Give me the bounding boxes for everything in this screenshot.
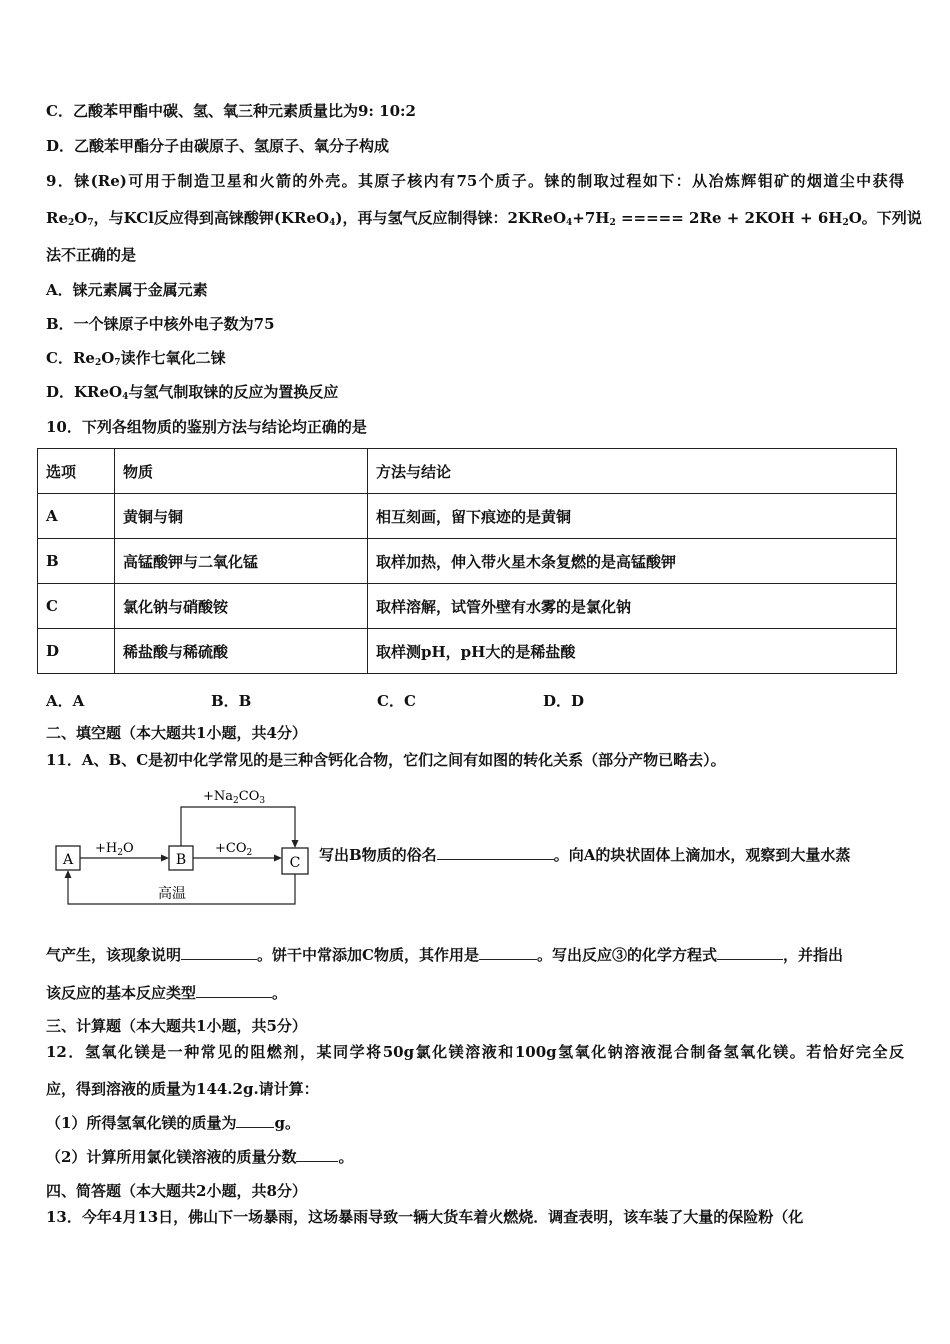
q11-line3: 该反应的基本反应类型 。 [46,984,288,1002]
section-short-answer: 四、简答题（本大题共2小题，共8分） [46,1182,307,1200]
answer-option-c: C．C [377,692,416,710]
label-co2: $+CO_2$ [215,841,253,858]
arrowhead-icon [274,855,282,862]
q13-line1: 13．今年4月13日，佛山下一场暴雨，这场暴雨导致一辆大货车着火燃烧．调查表明，该车装了大量的保险粉（化 [46,1208,804,1226]
q12-part1: （1）所得氢氧化镁的质量为 g。 [46,1114,300,1132]
label-h2o: $+H_2O$ [95,841,134,858]
table-row [38,584,897,629]
table-cell: 氯化钠与硝酸铵 [115,584,368,629]
answer-blank[interactable] [717,945,783,960]
answer-blank[interactable] [236,1113,274,1128]
answer-blank[interactable] [196,983,272,998]
answer-blank[interactable] [437,845,554,860]
table-header: 方法与结论 [368,449,897,494]
label-na2co3: $+Na_2CO_3$ [203,789,266,806]
q9-option-d: D．KReO$_4$与氢气制取铼的反应为置换反应 [46,383,339,402]
answer-blank[interactable] [296,1147,338,1162]
arrowhead-icon [292,840,299,848]
q12-part2: （2）计算所用氯化镁溶液的质量分数 。 [46,1148,354,1166]
q9-line2: $Re_2O_7$，与KCl反应得到高铼酸钾(KReO$_4$)，再与氢气反应制得铼：$2KReO_4+7H_2$ ===== $2Re + 2KOH + 6H_2O$。下列说 [46,209,922,228]
answer-option-d: D．D [543,692,585,710]
table-cell: C [38,584,115,629]
q11-line2: 气产生，该现象说明 。饼干中常添加C物质，其作用是 。写出反应③的化学方程式 ，并指出 [46,946,843,964]
table-cell: 取样溶解，试管外壁有水雾的是氯化钠 [368,584,897,629]
box-c-label: C [289,855,301,871]
q11-line1: 写出B物质的俗名 。向A的块状固体上滴加水，观察到大量水蒸 [319,846,851,864]
conversion-diagram [50,780,312,910]
d-option: D．乙酸苯甲酯分子由碳原子、氢原子、氧分子构成 [46,137,390,155]
q9-option-c: C．$Re_2O_7$读作七氧化二铼 [46,349,226,368]
table-cell: B [38,539,115,584]
table-cell: D [38,629,115,674]
c-option: C．乙酸苯甲酯中碳、氢、氧三种元素质量比为9: 10:2 [46,102,416,120]
q12-line2: 应，得到溶液的质量为144.2g.请计算： [46,1080,319,1098]
answer-blank[interactable] [479,945,537,960]
answer-option-a: A．A [46,692,85,710]
arrowhead-icon [65,870,72,878]
q9-line3: 法不正确的是 [46,246,137,264]
table-header: 物质 [115,449,368,494]
q11-stem: 11．A、B、C是初中化学常见的是三种含钙化合物，它们之间有如图的转化关系（部分产物已略去）。 [46,751,726,769]
box-b-label: B [175,852,187,868]
table-row [38,539,897,584]
q12-line1: 12．氢氧化镁是一种常见的阻燃剂，某同学将50g氯化镁溶液和100g氢氧化钠溶液混合制备氢氧化镁。若恰好完全反 [46,1043,904,1061]
box-a-label: A [62,852,74,868]
table-row [38,629,897,674]
table-cell: A [38,494,115,539]
q9-line1: 9．铼(Re)可用于制造卫星和火箭的外壳。其原子核内有75个质子。铼的制取过程如下：从冶炼辉钼矿的烟道尘中获得 [46,172,904,190]
table-cell: 取样加热，伸入带火星木条复燃的是高锰酸钾 [368,539,897,584]
table-header: 选项 [38,449,115,494]
arrowhead-icon [161,855,169,862]
table-cell: 取样测pH，pH大的是稀盐酸 [368,629,897,674]
table-header-row [38,449,897,494]
answer-option-b: B．B [211,692,252,710]
label-high-temp: 高温 [158,886,186,902]
q10-table [37,448,897,674]
q10-stem: 10．下列各组物质的鉴别方法与结论均正确的是 [46,418,367,436]
q9-option-a: A．铼元素属于金属元素 [46,281,208,299]
table-cell: 黄铜与铜 [115,494,368,539]
section-fill-in: 二、填空题（本大题共1小题，共4分） [46,724,307,742]
table-row [38,494,897,539]
section-calculation: 三、计算题（本大题共1小题，共5分） [46,1017,307,1035]
table-cell: 稀盐酸与稀硫酸 [115,629,368,674]
answer-blank[interactable] [181,945,257,960]
table-cell: 相互刻画，留下痕迹的是黄铜 [368,494,897,539]
table-cell: 高锰酸钾与二氧化锰 [115,539,368,584]
q9-option-b: B．一个铼原子中核外电子数为75 [46,315,275,333]
